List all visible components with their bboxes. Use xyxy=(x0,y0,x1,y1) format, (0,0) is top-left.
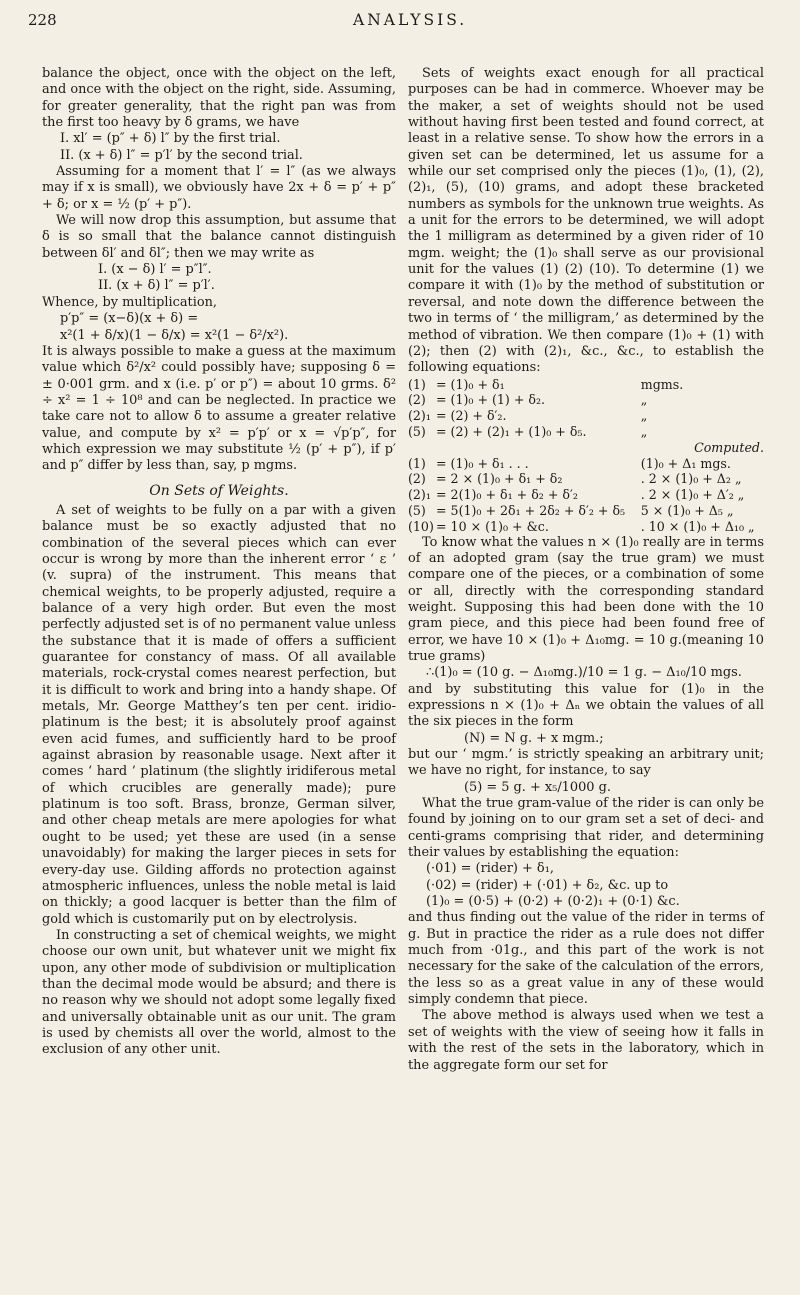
table-row xyxy=(408,471,764,487)
table-cell: = (1)₀ + δ₁ . . . xyxy=(436,455,529,471)
table-row xyxy=(408,408,764,424)
right-paragraph-1: Sets of weights exact enough for all practical purposes can be had in commerce. Whoever may be the maker, a set of weights should not be used without having first been tested and found correct, at least in a relative sense. To show how the errors in a given set can be determined, let us assume for a while our set comprised only the pieces (1)₀, (1), (2), (2)₁, (5), (10) grams, and adopt these bracketed numbers as symbols for the unknown true weights. As a unit for the errors to be determined, we will adopt the 1 milligram as determined by a given rider of 10 mgm. weight; the (1)₀ shall serve as our provisional unit for the values (1) (2) (10). To determine (1) we compare it with (1)₀ by the method of substitution or reversal, and note down the difference between the two in terms of ‘ the milligram,’ as determined by the method of vibration. We then compare (1)₀ + (1) with (2); then (2) with (2)₁, &c., &c., to establish the following equations: xyxy=(408,66,764,376)
table-cell: = (2) + (2)₁ + (1)₀ + δ₅. xyxy=(436,423,587,439)
table-cell: mgms. xyxy=(640,376,684,392)
equations-table xyxy=(408,377,764,535)
table-row xyxy=(408,424,764,440)
table-row xyxy=(408,519,764,535)
left-column xyxy=(42,66,396,1059)
computed-heading: Computed. xyxy=(694,439,764,455)
table-cell: = 2(1)₀ + δ₁ + δ₂ + δ′₂ xyxy=(436,487,578,503)
table-cell: = (2) + δ′₂. xyxy=(436,408,507,424)
table-row xyxy=(408,377,764,393)
equation-rider-2: (·02) = (rider) + (·01) + δ₂, &c. up to xyxy=(426,877,669,893)
table-cell: „ xyxy=(640,423,648,439)
table-cell: . 2 × (1)₀ + Δ′₂ „ xyxy=(640,487,745,503)
table-row xyxy=(408,487,764,503)
left-paragraph-5: It is always possible to make a guess at the maximum value which δ²/x² could possibly have; supposing δ = ± 0·001 grm. and x (i.e. p′ or p″) = about 10 grms. δ² ÷ x² = 1 ÷ 10⁸ and can be neglected. In practice we take care not to allow δ to assume a greater relative value, and compute by x² = p′p′ or x = √p′p″, for which expression we may substitute ½ (p′ + p″), if p′ and p″ differ by less than, say, p mgms. xyxy=(42,343,396,474)
left-paragraph-2: Assuming for a moment that l′ = l″ (as we always may if x is small), we obviously have 2x + δ = p′ + p″ + δ; or x = ½ (p′ + p″). xyxy=(42,164,396,212)
equation-first-trial: I. xl′ = (p″ + δ) l″ by the first trial. xyxy=(60,131,281,147)
table-cell: (1) xyxy=(408,376,426,392)
table-cell: (1)₀ + Δ₁ mgs. xyxy=(640,455,731,471)
right-paragraph-2: To know what the values n × (1)₀ really are in terms of an adopted gram (say the true gram) we must compare one of the pieces, or a combination of some or all, directly with the corresponding standard weight. Supposing this had been done with the 10 gram piece, and this piece had been found free of error, we have 10 × (1)₀ + Δ₁₀mg. = 10 g.(meaning 10 true grams) xyxy=(408,534,764,664)
right-paragraph-5: What the true gram-value of the rider is can only be found by joining on to our gram set a set of deci- and centi-grams comprising that rider, and determining their values by establishing the equation: xyxy=(408,796,764,861)
right-paragraph-3: and by substituting this value for (1)₀ in the expressions n × (1)₀ + Δₙ we obtain the values of all the six pieces in the form xyxy=(408,681,764,730)
table-cell: „ xyxy=(640,392,648,408)
right-paragraph-7: The above method is always used when we test a set of weights with the view of seeing how it falls in with the rest of the sets in the laboratory, which in the aggregate form our set for xyxy=(408,1008,764,1073)
right-paragraph-6: and thus finding out the value of the rider in terms of g. But in practice the rider as a rule does not differ much from ·01g., and this part of the work is not necessary for the sake of the calculation of the errors, the less so as a great value in any of these would simply condemn that piece. xyxy=(408,910,764,1008)
left-paragraph-1: balance the object, once with the object on the left, and once with the object on the right, side. Assuming, for greater generality, that the right pan was from the first too heavy by δ grams, we have xyxy=(42,66,396,131)
table-cell: = (1)₀ + (1) + δ₂. xyxy=(436,392,546,408)
right-paragraph-4: but our ‘ mgm.’ is strictly speaking an arbitrary unit; we have no right, for instance, to say xyxy=(408,746,764,779)
table-cell: (2) xyxy=(408,392,426,408)
equation-second-trial: II. (x + δ) l″ = p′l′ by the second trial. xyxy=(60,147,303,163)
left-paragraph-7: In constructing a set of chemical weights, we might choose our own unit, but whatever unit we might fix upon, any other mode of subdivision or multiplication than the decimal mode would be absurd; and there is no reason why we should not adopt some legally fixed and universally obtainable unit as our unit. The gram is used by chemists all over the world, almost to the exclusion of any other unit. xyxy=(42,927,396,1058)
equation-product: p′p″ = (x−δ)(x + δ) = xyxy=(60,311,199,327)
equation-five-gram: (5) = 5 g. + x₅/1000 g. xyxy=(464,779,611,795)
table-cell: = 5(1)₀ + 2δ₁ + 2δ₂ + δ′₂ + δ₅ xyxy=(436,502,626,518)
table-cell: = 2 × (1)₀ + δ₁ + δ₂ xyxy=(436,471,563,487)
table-cell: (5) xyxy=(408,423,426,439)
table-cell: (1) xyxy=(408,455,426,471)
table-cell: (2)₁ xyxy=(408,408,431,424)
section-heading: On Sets of Weights. xyxy=(149,482,289,499)
left-paragraph-3: We will now drop this assumption, but assume that δ is so small that the balance cannot distinguish between δl′ and δl″; then we may write as xyxy=(42,213,396,261)
equation-i: I. (x − δ) l′ = p″l″. xyxy=(98,262,212,278)
equation-rider-1: (·01) = (rider) + δ₁, xyxy=(426,861,554,877)
table-cell: . 2 × (1)₀ + Δ₂ „ xyxy=(640,471,742,487)
equation-general-form: (N) = N g. + x mgm.; xyxy=(464,730,604,746)
table-row xyxy=(408,503,764,519)
equation-expansion: x²(1 + δ/x)(1 − δ/x) = x²(1 − δ²/x²). xyxy=(60,327,289,343)
table-cell: „ xyxy=(640,408,648,424)
equation-rider-3: (1)₀ = (0·5) + (0·2) + (0·2)₁ + (0·1) &c. xyxy=(426,894,680,910)
running-head: ANALYSIS. xyxy=(353,11,468,29)
table-cell: (2) xyxy=(408,471,426,487)
table-cell: (2)₁ xyxy=(408,487,431,503)
left-paragraph-6: A set of weights to be fully on a par with a given balance must be so exactly adjusted that no combination of the several pieces which can ever occur is wrong by more than the inherent error ‘ ε ’ (v. supra) of the instrument. This means that chemical weights, to be properly adjusted, require a balance of a very high order. But even the most perfectly adjusted set is of no permanent value unless the substance that it is made of offers a sufficient guarantee for constancy of mass. Of all available materials, rock-crystal comes nearest perfection, but it is difficult to work and bring into a handy shape. Of metals, Mr. George Matthey’s ten per cent. iridio-platinum is the best; it is absolutely proof against even acid fumes, and sufficiently hard to be proof against abrasion by reasonable usage. Next after it comes ‘ hard ’ platinum (the slightly iridiferous metal of which crucibles are generally made); pure platinum is too soft. Brass, bronze, German silver, and other cheap metals are mere apologies for what ought to be used; yet these are used (in a sense unavoidably) for making the larger pieces in sets for every-day use. Gilding affords no protection against atmospheric influences, unless the noble metal is laid on thickly; a good lacquer is better than the film of gold which is customarily put on by electrolysis. xyxy=(42,502,396,927)
left-paragraph-4: Whence, by multiplication, xyxy=(42,294,217,310)
table-row xyxy=(408,392,764,408)
table-cell: 5 × (1)₀ + Δ₅ „ xyxy=(640,502,734,518)
equation-ii: II. (x + δ) l″ = p′l′. xyxy=(98,278,215,294)
equation-unit-value: ∴(1)₀ = (10 g. − Δ₁₀mg.)/10 = 1 g. − Δ₁₀/10 mgs. xyxy=(426,665,742,681)
page-number: 228 xyxy=(28,11,57,29)
table-cell: = (1)₀ + δ₁ xyxy=(436,376,505,392)
table-cell: (5) xyxy=(408,502,426,518)
right-column xyxy=(408,66,764,1074)
table-row xyxy=(408,456,764,472)
table-cell: . 10 × (1)₀ + Δ₁₀ „ xyxy=(640,518,755,534)
table-cell: (10) xyxy=(408,518,434,534)
table-cell: = 10 × (1)₀ + &c. xyxy=(436,518,549,534)
